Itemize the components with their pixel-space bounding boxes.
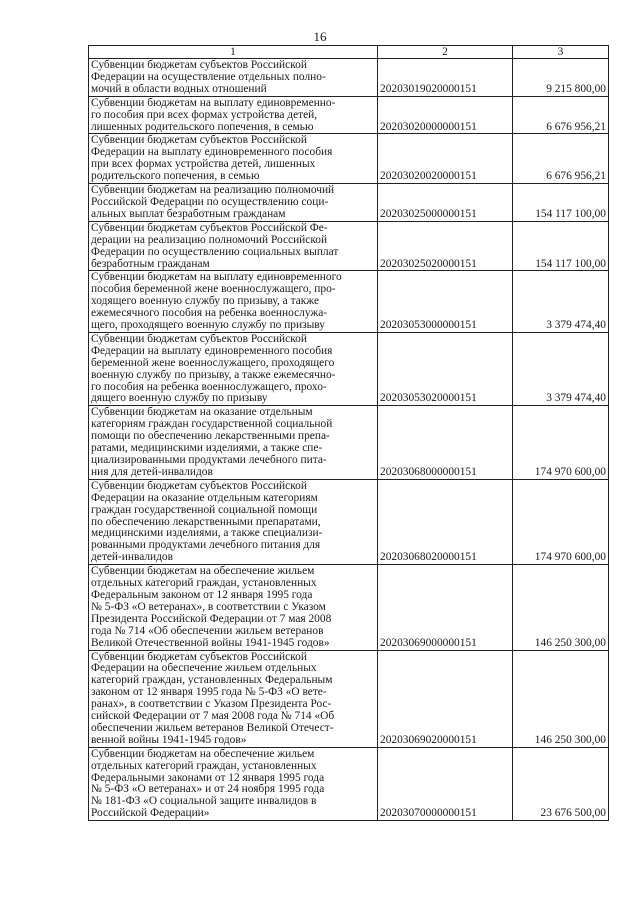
- description-line: помощи по обеспечению лекарственными препа-: [91, 430, 330, 443]
- row-description: [89, 479, 378, 564]
- description-line: № 181-ФЗ «О социальной защите инвалидов в: [91, 795, 317, 808]
- table-row: [89, 747, 609, 820]
- description-line: законом от 12 января 1995 года № 5-ФЗ «О вете-: [91, 686, 327, 699]
- table-row: [89, 479, 609, 564]
- description-line: пособия беременной жене военнослужащего, про-: [91, 283, 336, 296]
- description-line: отдельных категорий граждан, установленных: [91, 577, 317, 590]
- row-code: 20203053020000151: [378, 332, 513, 405]
- row-amount: 23 676 500,00: [513, 747, 609, 820]
- row-description: [89, 271, 378, 333]
- description-line: Субвенции бюджетам на выплату единовременно-: [91, 96, 336, 109]
- column-header-2: 2: [378, 46, 513, 59]
- row-code: 20203020000000151: [378, 96, 513, 134]
- row-description: [89, 565, 378, 650]
- column-header-1: 1: [89, 46, 378, 59]
- description-line: категориям граждан государственной социальной: [91, 418, 333, 431]
- row-description: [89, 59, 378, 97]
- description-line: Российской Федерации»: [91, 807, 210, 820]
- description-line: при всех формах устройства детей, лишенных: [91, 158, 316, 171]
- description-line: обеспечении жильем ветеранов Великой Отечест-: [91, 721, 334, 734]
- description-line: Президента Российской Федерации от 7 мая 2008: [91, 612, 332, 625]
- description-line: Субвенции бюджетам субъектов Российской: [91, 134, 307, 147]
- row-description: [89, 96, 378, 134]
- row-amount: 174 970 600,00: [513, 479, 609, 564]
- description-line: ежемесячного пособия на ребенка военнослужа-: [91, 307, 328, 320]
- description-line: Федерации на осуществление отдельных полно-: [91, 70, 326, 83]
- budget-table: [88, 45, 609, 821]
- description-line: детей-инвалидов: [91, 551, 173, 564]
- description-line: Субвенции бюджетам на обеспечение жильем: [91, 747, 315, 760]
- description-line: граждан государственной социальной помощи: [91, 503, 318, 516]
- description-line: альных выплат безработным гражданам: [91, 207, 286, 220]
- description-line: Субвенции бюджетам на оказание отдельным: [91, 406, 313, 419]
- row-code: 20203069000000151: [378, 565, 513, 650]
- row-amount: 154 117 100,00: [513, 184, 609, 222]
- description-line: циализированными продуктами лечебного пита-: [91, 454, 327, 466]
- description-line: Субвенции бюджетам субъектов Российской Фе-: [91, 221, 328, 234]
- row-code: 20203068020000151: [378, 479, 513, 564]
- table-row: [89, 271, 609, 333]
- description-line: Федеральными законами от 12 января 1995 года: [91, 771, 325, 784]
- description-line: родительского попечения, в семью: [91, 170, 260, 183]
- description-line: дящего военную службу по призыву: [91, 392, 268, 405]
- row-amount: 174 970 600,00: [513, 406, 609, 479]
- table-row: [89, 221, 609, 271]
- description-line: медицинскими изделиями, а также специализи-: [91, 527, 323, 540]
- row-code: 20203019020000151: [378, 59, 513, 97]
- description-line: Субвенции бюджетам на обеспечение жильем: [91, 565, 315, 578]
- row-amount: 9 215 800,00: [513, 59, 609, 97]
- row-description: [89, 134, 378, 184]
- row-description: [89, 332, 378, 405]
- table-row: [89, 332, 609, 405]
- description-line: по обеспечению лекарственными препаратами,: [91, 515, 321, 528]
- description-line: ния для детей-инвалидов: [91, 465, 213, 478]
- description-line: лишенных родительского попечения, в семью: [91, 120, 314, 133]
- row-description: [89, 406, 378, 479]
- row-amount: 6 676 956,21: [513, 134, 609, 184]
- table-row: [89, 134, 609, 184]
- description-line: ходящего военную службу по призыву, а также: [91, 295, 320, 308]
- row-amount: 154 117 100,00: [513, 221, 609, 271]
- description-line: ратами, медицинскими изделиями, а также спе-: [91, 442, 323, 455]
- column-header-3: 3: [513, 46, 609, 59]
- row-amount: 146 250 300,00: [513, 565, 609, 650]
- description-line: дерации на реализацию полномочий Российской: [91, 233, 328, 246]
- description-line: военную службу по призыву, а также ежемесячно-: [91, 368, 336, 381]
- row-amount: 3 379 474,40: [513, 271, 609, 333]
- description-line: беременной жене военнослужащего, проходящего: [91, 356, 335, 369]
- row-amount: 146 250 300,00: [513, 650, 609, 747]
- table-row: [89, 59, 609, 97]
- description-line: № 5-ФЗ «О ветеранах», в соответствии с Указом: [91, 600, 326, 613]
- description-line: Российской Федерации по осуществлению соци-: [91, 195, 329, 208]
- description-line: Субвенции бюджетам субъектов Российской: [91, 59, 307, 71]
- description-line: Великой Отечественной войны 1941-1945 годов»: [91, 636, 330, 649]
- row-code: 20203025000000151: [378, 184, 513, 222]
- description-line: сийской Федерации от 7 мая 2008 года № 714 «Об: [91, 710, 335, 723]
- table-header-row: [89, 46, 609, 59]
- row-description: [89, 650, 378, 747]
- description-line: Субвенции бюджетам на реализацию полномочий: [91, 184, 335, 197]
- description-line: го пособия на ребенка военнослужащего, прохо-: [91, 380, 327, 393]
- description-line: Субвенции бюджетам субъектов Российской: [91, 479, 307, 492]
- table-row: [89, 650, 609, 747]
- table-row: [89, 96, 609, 134]
- description-line: года № 714 «Об обеспечении жильем ветеранов: [91, 624, 324, 637]
- row-amount: 3 379 474,40: [513, 332, 609, 405]
- row-amount: 6 676 956,21: [513, 96, 609, 134]
- row-code: 20203068000000151: [378, 406, 513, 479]
- description-line: щего, проходящего военную службу по призыву: [91, 319, 325, 332]
- description-line: венной войны 1941-1945 годов»: [91, 733, 247, 746]
- description-line: Федерации на оказание отдельным категориям: [91, 491, 318, 504]
- page-number: 16: [313, 29, 327, 44]
- row-code: 20203069020000151: [378, 650, 513, 747]
- description-line: Федерации на выплату единовременного пособия: [91, 146, 333, 159]
- description-line: го пособия при всех формах устройства детей,: [91, 108, 318, 121]
- table-row: [89, 184, 609, 222]
- row-description: [89, 747, 378, 820]
- description-line: безработным гражданам: [91, 257, 210, 270]
- row-description: [89, 221, 378, 271]
- description-line: рованными продуктами лечебного питания для: [91, 539, 321, 552]
- table-row: [89, 406, 609, 479]
- row-code: 20203020020000151: [378, 134, 513, 184]
- description-line: Субвенции бюджетам на выплату единовременного: [91, 271, 342, 284]
- description-line: Субвенции бюджетам субъектов Российской: [91, 332, 307, 345]
- description-line: отдельных категорий граждан, установленных: [91, 759, 317, 772]
- row-code: 20203070000000151: [378, 747, 513, 820]
- row-code: 20203053000000151: [378, 271, 513, 333]
- table-row: [89, 565, 609, 650]
- description-line: № 5-ФЗ «О ветеранах» и от 24 ноября 1995 года: [91, 783, 325, 796]
- description-line: ранах», в соответствии с Указом Президента Рос-: [91, 698, 332, 711]
- description-line: Федеральным законом от 12 января 1995 года: [91, 588, 313, 601]
- description-line: Федерации на выплату единовременного пособия: [91, 344, 333, 357]
- description-line: Федерации по осуществлению социальных выплат: [91, 245, 339, 258]
- description-line: Субвенции бюджетам субъектов Российской: [91, 650, 307, 663]
- description-line: категорий граждан, установленных Федеральным: [91, 674, 333, 687]
- row-code: 20203025020000151: [378, 221, 513, 271]
- description-line: Федерации на обеспечение жильем отдельных: [91, 662, 317, 675]
- description-line: мочий в области водных отношений: [91, 82, 267, 95]
- row-description: [89, 184, 378, 222]
